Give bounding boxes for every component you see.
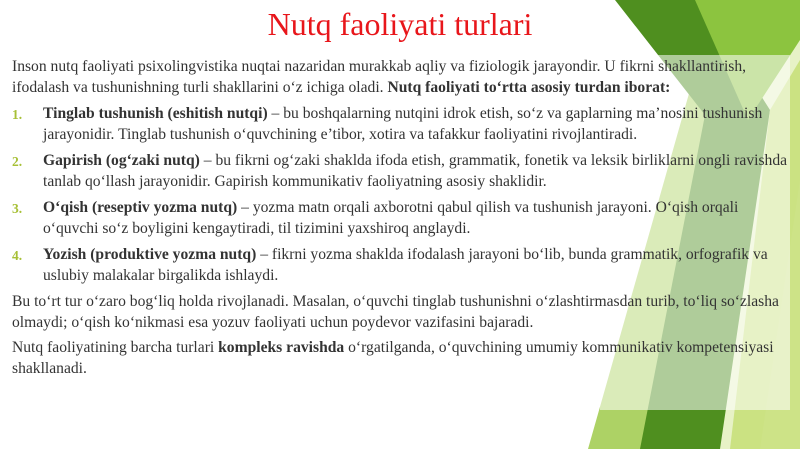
item-text: – bu boshqalarning nutqini idrok etish, so‘z va gaplarning ma’nosini tushunish jarayonidir. Tinglab tushunish o‘quvchining e’tibor, xotira va tafakkur faoliyatini rivojlantiradi. — [43, 105, 763, 143]
list-item — [12, 198, 790, 239]
item-term: Tinglab tushunish (eshitish nutqi) — [43, 105, 268, 122]
intro-bold: Nutq faoliyati to‘rtta asosiy turdan iborat: — [387, 78, 671, 96]
list-number: 3. — [12, 201, 23, 216]
paragraph-relationship: Bu to‘rt tur o‘zaro bog‘liq holda rivojlanadi. Masalan, o‘quvchi tinglab tushunishni o‘zlashtirmasdan turib, to‘liq so‘zlasha olmaydi; o‘qish ko‘nikmasi esa yozuv faoliyati uchun poydevor vazifasini bajaradi. — [12, 293, 779, 331]
list-item — [12, 104, 790, 145]
conclusion-text-after: o‘rgatilganda, o‘quvchining umumiy kommunikativ kompetensiyasi shakllanadi. — [12, 339, 774, 377]
slide-content — [12, 57, 790, 384]
list-item — [12, 151, 790, 192]
item-text: – bu fikrni og‘zaki shaklda ifoda etish, grammatik, fonetik va leksik birliklarni ongli ravishda tanlab qo‘llash jarayonidir. Gapirish kommunikativ faoliyatning asosiy shaklidir. — [43, 152, 788, 190]
list-item — [12, 245, 790, 286]
item-term: O‘qish (reseptiv yozma nutq) — [43, 199, 238, 216]
slide-title: Nutq faoliyati turlari — [267, 6, 533, 42]
item-term: Gapirish (og‘zaki nutq) — [43, 152, 200, 169]
item-text: – yozma matn orqali axborotni qabul qilish va tushunish jarayoni. O‘qish orqali o‘quvchi so‘z boyligini kengaytiradi, til tizimini yaxshiroq anglaydi. — [43, 199, 739, 237]
speech-activity-list — [12, 104, 790, 286]
list-number: 1. — [12, 107, 23, 122]
item-text: – fikrni yozma shaklda ifodalash jarayoni bo‘lib, bunda grammatik, orfografik va uslubiy malakalar birgalikda ishlaydi. — [43, 246, 768, 284]
conclusion-bold: kompleks ravishda — [218, 339, 345, 356]
item-term: Yozish (produktive yozma nutq) — [43, 246, 257, 263]
list-number: 4. — [12, 248, 23, 263]
intro-paragraph — [12, 57, 790, 98]
intro-text: Inson nutq faoliyati psixolingvistika nuqtai nazaridan murakkab aqliy va fiziologik jarayondir. U fikrni shakllantirish, ifodalash va tushunishning turli shakllarini o‘z ichiga oladi. — [12, 58, 747, 96]
conclusion-text-before: Nutq faoliyatining barcha turlari — [12, 339, 219, 356]
list-number: 2. — [12, 154, 23, 169]
paragraph-conclusion — [12, 338, 790, 379]
